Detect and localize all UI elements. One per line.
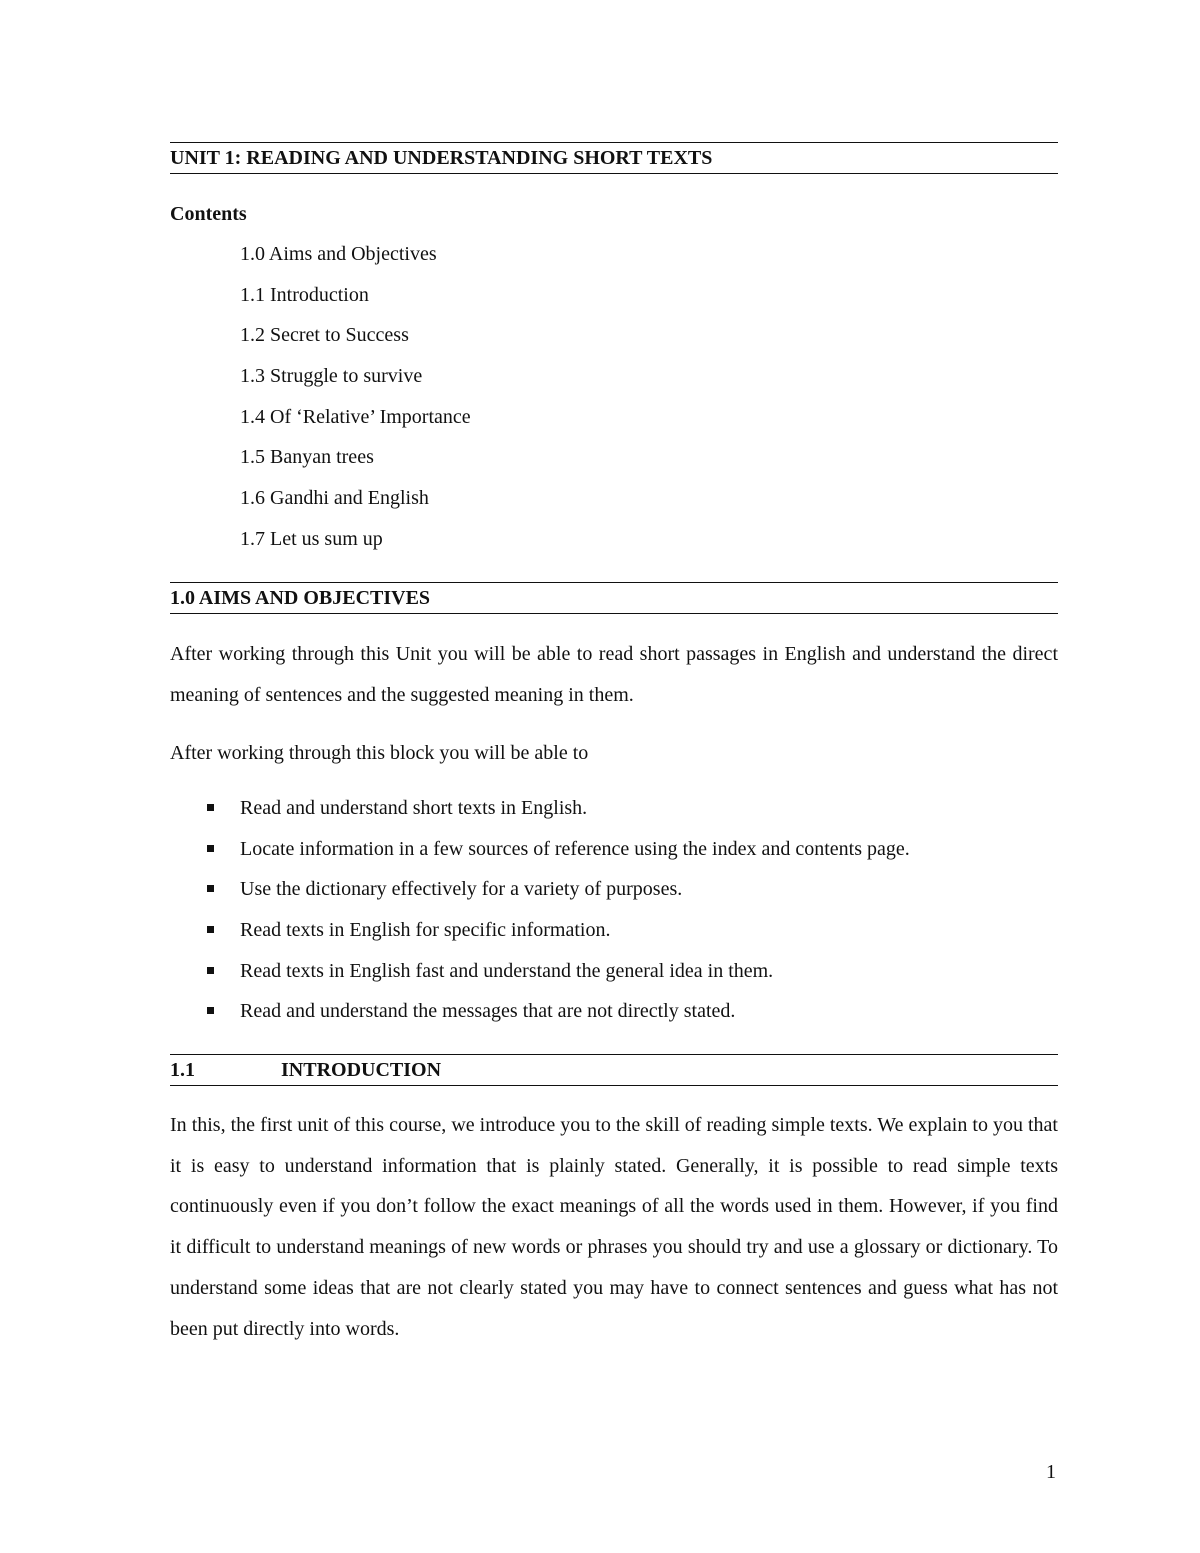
page-number: 1 (1046, 1461, 1056, 1483)
list-item (170, 916, 1058, 957)
introduction-paragraph: In this, the first unit of this course, we introduce you to the skill of reading simple texts. We explain to you that it is easy to understand information that is plainly stated. Generally, it is possible to read simple texts continuously even if you don’t follow the exact meanings of all the words used in them. However, if you find it difficult to understand meanings of new words or phrases you should try and use a glossary or dictionary. To understand some ideas that are not clearly stated you may have to connect sentences and guess what has not been put directly into words. (170, 1114, 1058, 1340)
bullet-icon (207, 845, 214, 852)
toc-item: 1.0 Aims and Objectives (240, 243, 437, 265)
objectives-list (170, 794, 1058, 1038)
bullet-icon (207, 967, 214, 974)
aims-intro-line: After working through this block you will be able to (170, 742, 589, 764)
toc-item: 1.6 Gandhi and English (240, 487, 429, 510)
toc-item: 1.7 Let us sum up (240, 527, 383, 550)
list-item (170, 835, 1058, 876)
aims-paragraph: After working through this Unit you will be able to read short passages in English and understand the direct meaning of sentences and the suggested meaning in them. (170, 643, 1058, 706)
aims-heading: 1.0 AIMS AND OBJECTIVES (170, 582, 1058, 614)
toc-item: 1.1 Introduction (240, 283, 369, 306)
list-item-text: Read and understand short texts in English. (240, 797, 588, 819)
list-item (170, 957, 1058, 998)
list-item-text: Use the dictionary effectively for a variety of purposes. (240, 878, 683, 901)
section-number: 1.1 (170, 1059, 195, 1081)
section-title: INTRODUCTION (281, 1059, 442, 1081)
bullet-icon (207, 804, 214, 811)
list-item-text: Locate information in a few sources of reference using the index and contents page. (240, 837, 910, 860)
toc-item: 1.5 Banyan trees (240, 446, 374, 469)
introduction-heading (170, 1054, 1058, 1086)
unit-title: UNIT 1: READING AND UNDERSTANDING SHORT TEXTS (170, 142, 1058, 174)
list-item-text: Read and understand the messages that are not directly stated. (240, 1000, 736, 1023)
toc-item: 1.2 Secret to Success (240, 324, 409, 347)
toc-item: 1.3 Struggle to survive (240, 365, 423, 388)
contents-label: Contents (170, 203, 247, 225)
toc-item: 1.4 Of ‘Relative’ Importance (240, 405, 471, 428)
bullet-icon (207, 885, 214, 892)
table-of-contents (240, 240, 471, 566)
list-item-text: Read texts in English for specific information. (240, 919, 611, 942)
list-item (170, 875, 1058, 916)
list-item (170, 794, 1058, 835)
list-item (170, 997, 1058, 1038)
bullet-icon (207, 1007, 214, 1014)
list-item-text: Read texts in English fast and understand the general idea in them. (240, 959, 774, 982)
bullet-icon (207, 926, 214, 933)
